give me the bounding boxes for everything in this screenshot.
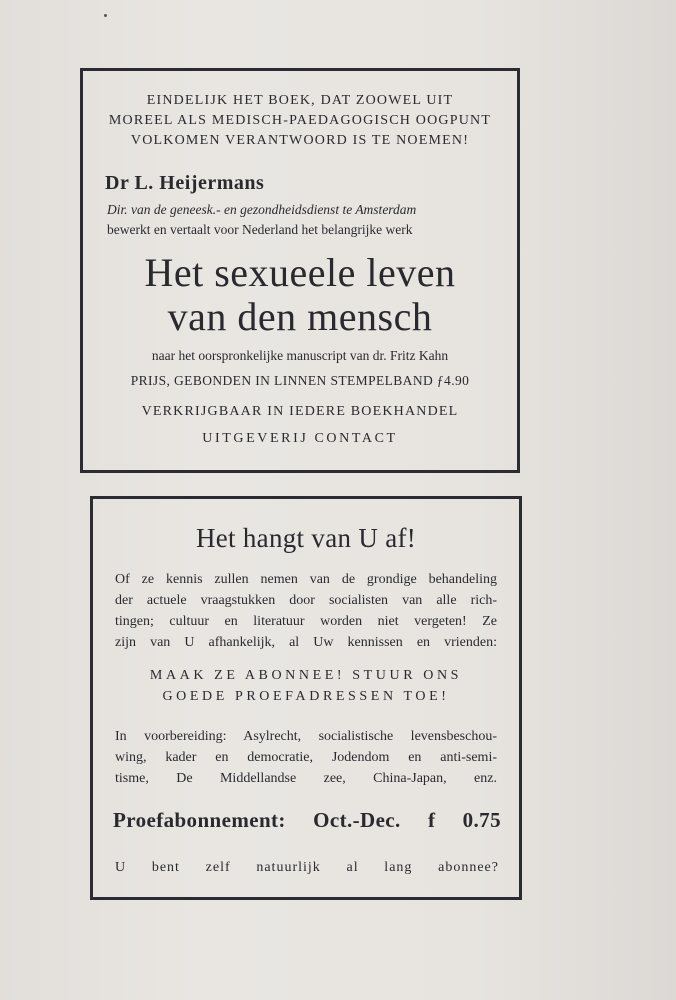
trial-subscription-price: Proefabonnement: Oct.-Dec. f 0.75 [113,808,501,832]
call-to-action-line-2: GOEDE PROEFADRESSEN TOE! [162,689,450,704]
publisher-name: UITGEVERIJ CONTACT [202,431,398,446]
paragraph1-line-4: zijn van U afhankelijk, al Uw kennissen en vrienden: [115,635,497,650]
headline-line-2: MOREEL ALS MEDISCH-PAEDAGOGISCH OOGPUNT [108,113,492,128]
book-price: PRIJS, GEBONDEN IN LINNEN STEMPELBAND ƒ4.90 [130,373,470,388]
paragraph1-line-1: Of ze kennis zullen nemen van de grondige behandeling [115,572,497,587]
paragraph1-line-3: tingen; cultuur en literatuur worden niet vergeten! Ze [115,614,497,629]
subscription-heading: Het hangt van U af! [195,523,417,553]
book-availability: VERKRIJGBAAR IN IEDERE BOEKHANDEL [141,404,459,419]
call-to-action-line-1: MAAK ZE ABONNEE! STUUR ONS [149,668,463,683]
book-source: naar het oorspronkelijke manuscript van dr. Fritz Kahn [151,348,449,363]
paragraph1-line-2: der actuele vraagstukken door socialisten van alle rich- [115,593,497,608]
paragraph2-line-1: In voorbereiding: Asylrecht, socialistische levensbeschou- [115,729,497,744]
paper-speck [104,14,107,17]
book-title-line-1: Het sexueele leven [144,250,456,295]
author-name: Dr L. Heijermans [105,172,265,194]
book-advertisement [80,68,520,473]
subscription-advertisement [90,496,522,900]
paragraph2-line-2: wing, kader en democratie, Jodendom en anti-semi- [115,750,497,765]
headline-line-1: EINDELIJK HET BOEK, DAT ZOOWEL UIT [146,93,454,108]
closing-question: U bent zelf natuurlijk al lang abonnee? [115,860,499,875]
book-title-line-2: van den mensch [167,294,433,339]
book-intro: bewerkt en vertaalt voor Nederland het belangrijke werk [107,222,413,237]
author-role: Dir. van de geneesk.- en gezondheidsdienst te Amsterdam [107,202,417,217]
paragraph2-line-3: tisme, De Middellandse zee, China-Japan, enz. [115,771,497,786]
headline-line-3: VOLKOMEN VERANTWOORD IS TE NOEMEN! [130,133,470,148]
